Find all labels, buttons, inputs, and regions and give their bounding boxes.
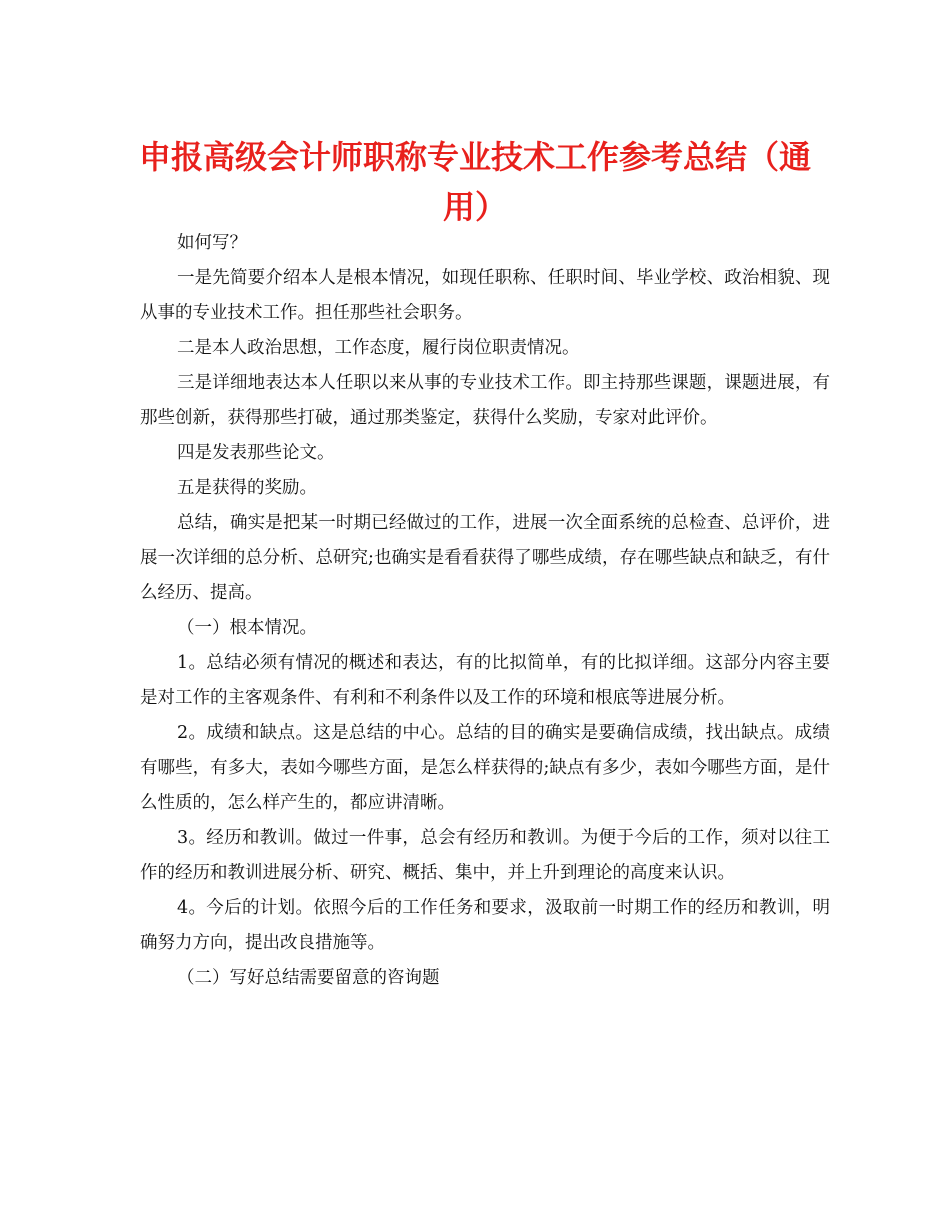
paragraph-point-four: 四是发表那些论文。 [177,443,335,463]
paragraph-point-one: 一是先简要介绍本人是根本情况，如现任职称、任职时间、毕业学校、政治相貌、现从事的专业技术工作。担任那些社会职务。 [140,268,830,323]
document-title: 申报高级会计师职称专业技术工作参考总结（通用） [138,138,811,226]
section-heading-attention-issues: （二）写好总结需要留意的咨询题 [177,968,440,988]
document-body [140,226,830,996]
paragraph-how-to-write: 如何写？ [177,233,247,253]
section-heading-basic-situation: （一）根本情况。 [177,618,317,638]
paragraph-item-1: 1。总结必须有情况的概述和表达，有的比拟简单，有的比拟详细。这部分内容主要是对工作的主客观条件、有利和不利条件以及工作的环境和根底等进展分析。 [140,653,830,708]
paragraph-point-two: 二是本人政治思想，工作态度，履行岗位职责情况。 [177,338,580,358]
paragraph-item-4: 4。今后的计划。依照今后的工作任务和要求，汲取前一时期工作的经历和教训，明确努力方向，提出改良措施等。 [140,898,830,953]
paragraph-item-3: 3。经历和教训。做过一件事，总会有经历和教训。为便于今后的工作，须对以往工作的经历和教训进展分析、研究、概括、集中，并上升到理论的高度来认识。 [140,828,830,883]
paragraph-item-2: 2。成绩和缺点。这是总结的中心。总结的目的确实是要确信成绩，找出缺点。成绩有哪些，有多大，表如今哪些方面，是怎么样获得的;缺点有多少，表如今哪些方面，是什么性质的，怎么样产生的，都应讲清晰。 [140,723,830,813]
paragraph-point-three: 三是详细地表达本人任职以来从事的专业技术工作。即主持那些课题，课题进展，有那些创新，获得那些打破，通过那类鉴定，获得什么奖励，专家对此评价。 [140,373,830,428]
paragraph-summary-definition: 总结，确实是把某一时期已经做过的工作，进展一次全面系统的总检查、总评价，进展一次详细的总分析、总研究;也确实是看看获得了哪些成绩，存在哪些缺点和缺乏，有什么经历、提高。 [140,513,830,603]
paragraph-point-five: 五是获得的奖励。 [177,478,317,498]
